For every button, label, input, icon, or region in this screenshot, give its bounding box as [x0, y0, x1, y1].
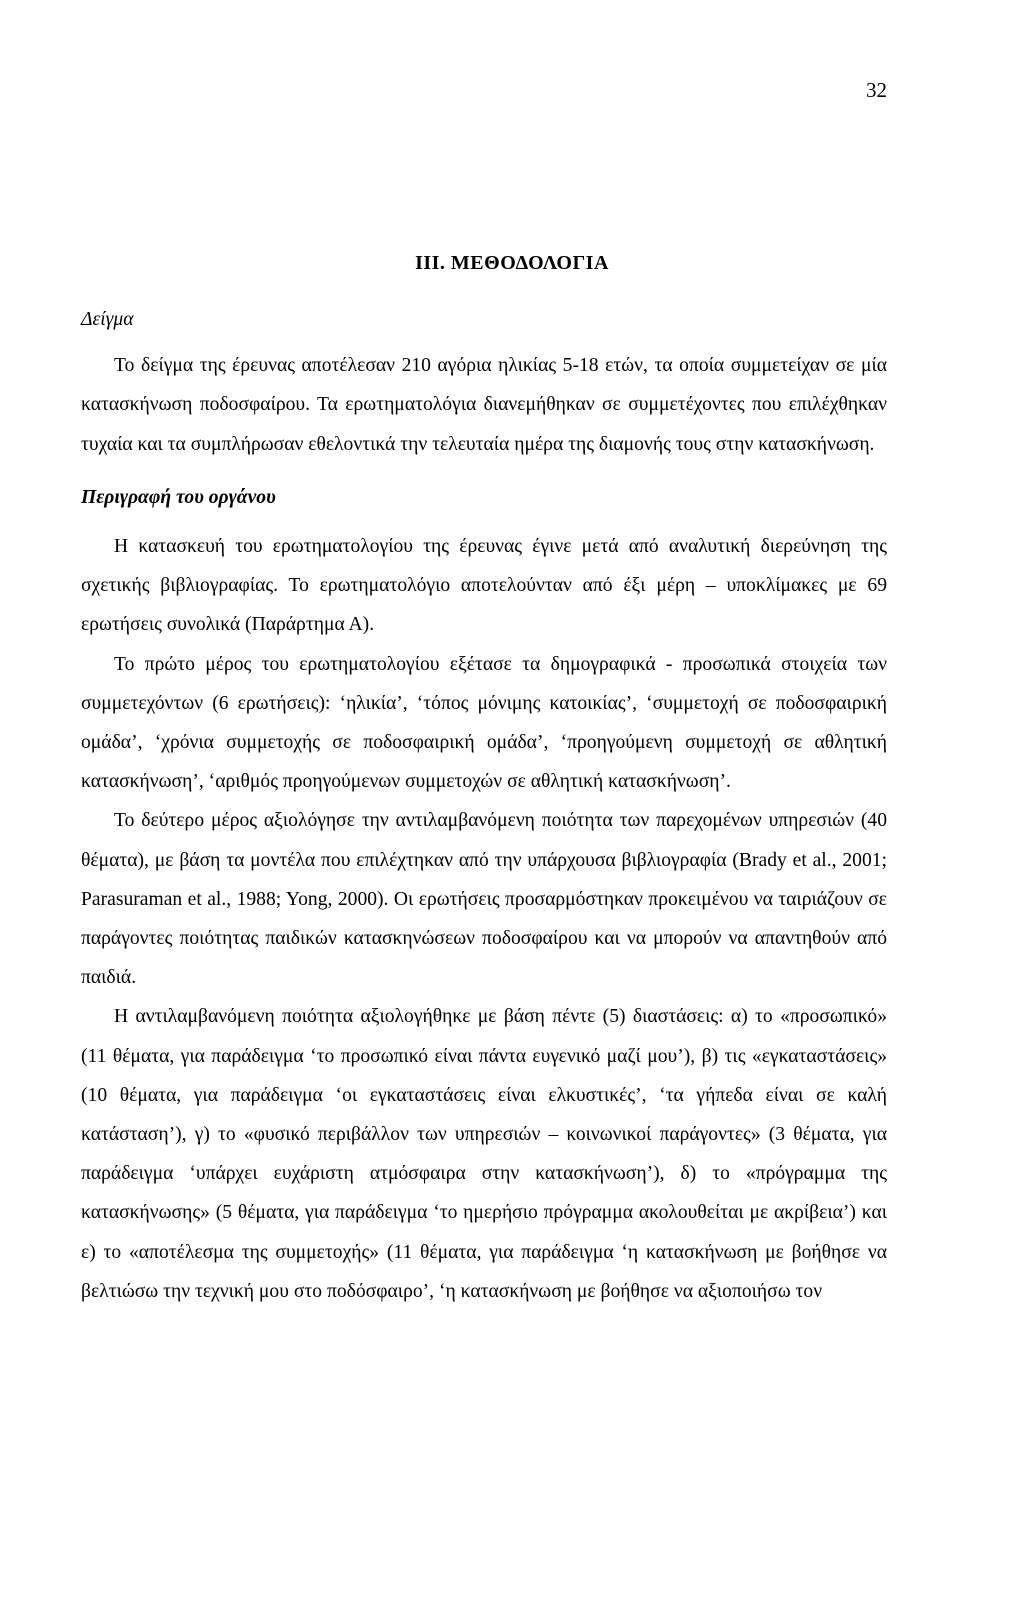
section-heading-instrument: Περιγραφή του οργάνου — [81, 486, 276, 508]
page-number: 32 — [866, 78, 887, 102]
instrument-paragraph-3: Το δεύτερο μέρος αξιολόγησε την αντιλαμβανόμενη ποιότητα των παρεχομένων υπηρεσιών (40 θέματα), με βάση τα μοντέλα που επιλέχτηκαν από την υπάρχουσα βιβλιογραφία (Brady et al., 2001; Parasuraman et al., 1988; Yong, 2000). Οι ερωτήσεις προσαρμόστηκαν προκειμένου να ταιριάζουν σε παράγοντες ποιότητας παιδικών κατασκηνώσεων ποδοσφαίρου και να μπορούν να απαντηθούν από παιδιά. — [81, 810, 887, 989]
instrument-paragraph-4: Η αντιλαμβανόμενη ποιότητα αξιολογήθηκε με βάση πέντε (5) διαστάσεις: α) το «προσωπικό» (11 θέματα, για παράδειγμα ‘το προσωπικό είναι πάντα ευγενικό μαζί μου’), β) τις «εγκαταστάσεις» (10 θέματα, για παράδειγμα ‘οι εγκαταστάσεις είναι ελκυστικές’, ‘τα γήπεδα είναι σε καλή κατάσταση’), γ) το «φυσικό περιβάλλον των υπηρεσιών – κοινωνικοί παράγοντες» (3 θέματα, για παράδειγμα ‘υπάρχει ευχάριστη ατμόσφαιρα στην κατασκήνωση’), δ) το «πρόγραμμα της κατασκήνωσης» (5 θέματα, για παράδειγμα ‘το ημερήσιο πρόγραμμα ακολουθείται με ακρίβεια’) και ε) το «αποτέλεσμα της συμμετοχής» (11 θέματα, για παράδειγμα ‘η κατασκήνωση με βοήθησε να βελτιώσω την τεχνική μου στο ποδόσφαιρο’, ‘η κατασκήνωση με βοήθησε να αξιοποιήσω τον — [81, 1006, 887, 1302]
section-heading-sample: Δείγμα — [81, 309, 134, 330]
instrument-paragraph-1: Η κατασκευή του ερωτηματολογίου της έρευνας έγινε μετά από αναλυτική διερεύνηση της σχετικής βιβλιογραφίας. Το ερωτηματολόγιο αποτελούνταν από έξι μέρη – υποκλίμακες με 69 ερωτήσεις συνολικά (Παράρτημα Α). — [81, 536, 887, 636]
chapter-title: ΙΙΙ. ΜΕΘΟΔΟΛΟΓΙΑ — [415, 252, 609, 274]
instrument-paragraph-2: Το πρώτο μέρος του ερωτηματολογίου εξέτασε τα δημογραφικά - προσωπικά στοιχεία των συμμετεχόντων (6 ερωτήσεις): ‘ηλικία’, ‘τόπος μόνιμης κατοικίας’, ‘συμμετοχή σε ποδοσφαιρική ομάδα’, ‘χρόνια συμμετοχής σε ποδοσφαιρική ομάδα’, ‘προηγούμενη συμμετοχή σε αθλητική κατασκήνωση’, ‘αριθμός προηγούμενων συμμετοχών σε αθλητική κατασκήνωση’. — [81, 653, 887, 793]
sample-paragraph: Το δείγμα της έρευνας αποτέλεσαν 210 αγόρια ηλικίας 5-18 ετών, τα οποία συμμετείχαν σε μία κατασκήνωση ποδοσφαίρου. Τα ερωτηματολόγια διανεμήθηκαν σε συμμετέχοντες που επιλέχθηκαν τυχαία και τα συμπλήρωσαν εθελοντικά την τελευταία ημέρα της διαμονής τους στην κατασκήνωση. — [81, 355, 887, 455]
document-body — [81, 300, 887, 1311]
